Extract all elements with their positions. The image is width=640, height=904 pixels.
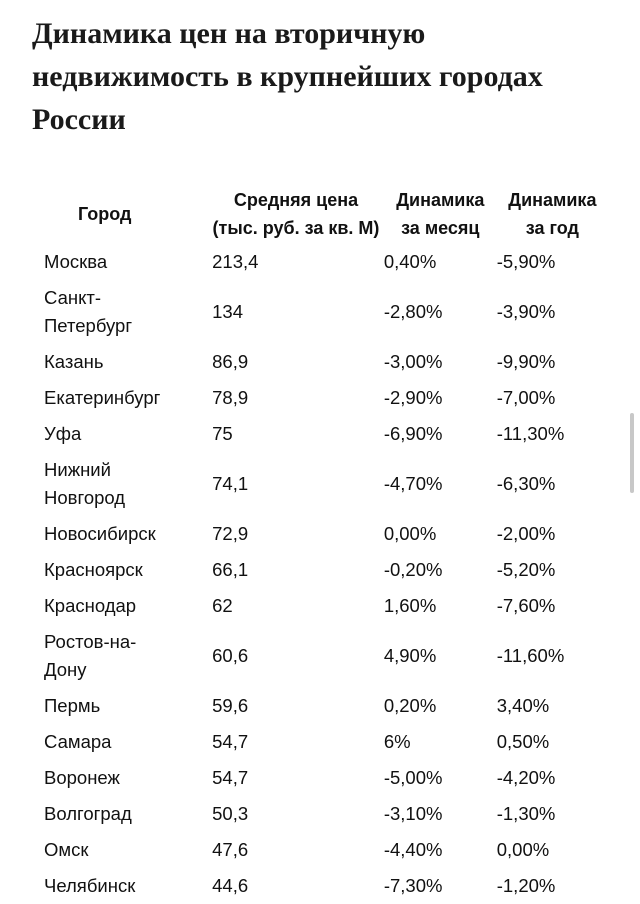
table-row xyxy=(38,624,608,688)
table-row xyxy=(38,760,608,796)
price-cell: 60,6 xyxy=(212,645,249,666)
city-cell: Пермь xyxy=(44,695,101,716)
year-change-cell: -11,60% xyxy=(496,645,565,666)
price-dynamics-table xyxy=(38,184,608,904)
price-cell: 74,1 xyxy=(212,473,249,494)
year-change-cell: -6,30% xyxy=(496,473,556,494)
price-cell: 75 xyxy=(212,423,233,444)
header-price: Средняя цена (тыс. руб. за кв. М) xyxy=(212,190,380,238)
price-cell: 86,9 xyxy=(212,351,249,372)
price-cell: 54,7 xyxy=(212,767,249,788)
year-change-cell: -3,90% xyxy=(496,301,556,322)
city-cell: Омск xyxy=(44,839,89,860)
title-line: недвижимость в крупнейших городах xyxy=(32,60,543,93)
city-cell xyxy=(38,280,208,344)
month-change-cell: -0,20% xyxy=(383,559,443,580)
table-row xyxy=(38,452,608,516)
city-cell: Челябинск xyxy=(44,875,136,896)
month-change-cell: 0,40% xyxy=(383,251,437,272)
month-change-cell: 1,60% xyxy=(383,595,437,616)
page-title xyxy=(32,12,622,141)
price-cell: 62 xyxy=(212,595,233,616)
month-change-cell: 6% xyxy=(383,731,411,752)
city-cell: Краснодар xyxy=(44,595,137,616)
month-change-cell: 4,90% xyxy=(383,645,437,666)
city-cell: Новосибирск xyxy=(44,523,156,544)
city-cell: Воронеж xyxy=(44,767,120,788)
table-row xyxy=(38,416,608,452)
header-year-change: Динамика за год xyxy=(508,190,597,238)
price-cell: 66,1 xyxy=(212,559,249,580)
table-row xyxy=(38,344,608,380)
header-month-change: Динамика за месяц xyxy=(396,190,485,238)
year-change-cell: -1,20% xyxy=(496,875,556,896)
year-change-cell: -2,00% xyxy=(496,523,556,544)
table-row xyxy=(38,244,608,280)
table-row xyxy=(38,552,608,588)
city-cell xyxy=(38,452,208,516)
month-change-cell: -7,30% xyxy=(383,875,443,896)
title-line: Динамика цен на вторичную xyxy=(32,17,426,50)
table-row xyxy=(38,516,608,552)
city-cell: Самара xyxy=(44,731,112,752)
table-row xyxy=(38,724,608,760)
city-cell: Казань xyxy=(44,351,104,372)
year-change-cell: -9,90% xyxy=(496,351,556,372)
price-cell: 44,6 xyxy=(212,875,249,896)
year-change-cell: -5,20% xyxy=(496,559,556,580)
year-change-cell: 0,00% xyxy=(496,839,550,860)
city-cell: Уфа xyxy=(44,423,82,444)
month-change-cell: -2,80% xyxy=(383,301,443,322)
year-change-cell: 3,40% xyxy=(496,695,550,716)
title-line: России xyxy=(32,103,126,136)
year-change-cell: -4,20% xyxy=(496,767,556,788)
price-cell: 54,7 xyxy=(212,731,249,752)
price-cell: 78,9 xyxy=(212,387,249,408)
year-change-cell: 0,50% xyxy=(496,731,550,752)
table-header-row xyxy=(38,184,608,244)
month-change-cell: -6,90% xyxy=(383,423,443,444)
month-change-cell: -3,00% xyxy=(383,351,443,372)
table-row xyxy=(38,280,608,344)
vertical-scrollbar[interactable] xyxy=(630,413,634,493)
month-change-cell: 0,20% xyxy=(383,695,437,716)
month-change-cell: 0,00% xyxy=(383,523,437,544)
table-row xyxy=(38,832,608,868)
table-row xyxy=(38,588,608,624)
month-change-cell: -4,40% xyxy=(383,839,443,860)
table-row xyxy=(38,688,608,724)
price-cell: 213,4 xyxy=(212,251,259,272)
year-change-cell: -1,30% xyxy=(496,803,556,824)
city-cell xyxy=(38,624,208,688)
table-row xyxy=(38,796,608,832)
city-cell: Волгоград xyxy=(44,803,132,824)
price-cell: 50,3 xyxy=(212,803,249,824)
month-change-cell: -4,70% xyxy=(383,473,443,494)
city-cell-line: Новгород xyxy=(44,487,126,508)
table-row xyxy=(38,380,608,416)
price-cell: 59,6 xyxy=(212,695,249,716)
city-cell: Екатеринбург xyxy=(44,387,161,408)
table-row xyxy=(38,868,608,904)
year-change-cell: -7,00% xyxy=(496,387,556,408)
month-change-cell: -3,10% xyxy=(383,803,443,824)
city-cell-line: Дону xyxy=(44,659,87,680)
month-change-cell: -5,00% xyxy=(383,767,443,788)
header-city: Город xyxy=(78,204,132,224)
year-change-cell: -11,30% xyxy=(496,423,565,444)
city-cell-line: Ростов-на- xyxy=(44,631,137,652)
month-change-cell: -2,90% xyxy=(383,387,443,408)
year-change-cell: -5,90% xyxy=(496,251,556,272)
price-cell: 47,6 xyxy=(212,839,249,860)
city-cell: Москва xyxy=(44,251,108,272)
price-cell: 72,9 xyxy=(212,523,249,544)
city-cell: Красноярск xyxy=(44,559,143,580)
price-cell: 134 xyxy=(212,301,244,322)
city-cell-line: Петербург xyxy=(44,315,133,336)
city-cell-line: Санкт- xyxy=(44,287,102,308)
year-change-cell: -7,60% xyxy=(496,595,556,616)
city-cell-line: Нижний xyxy=(44,459,111,480)
